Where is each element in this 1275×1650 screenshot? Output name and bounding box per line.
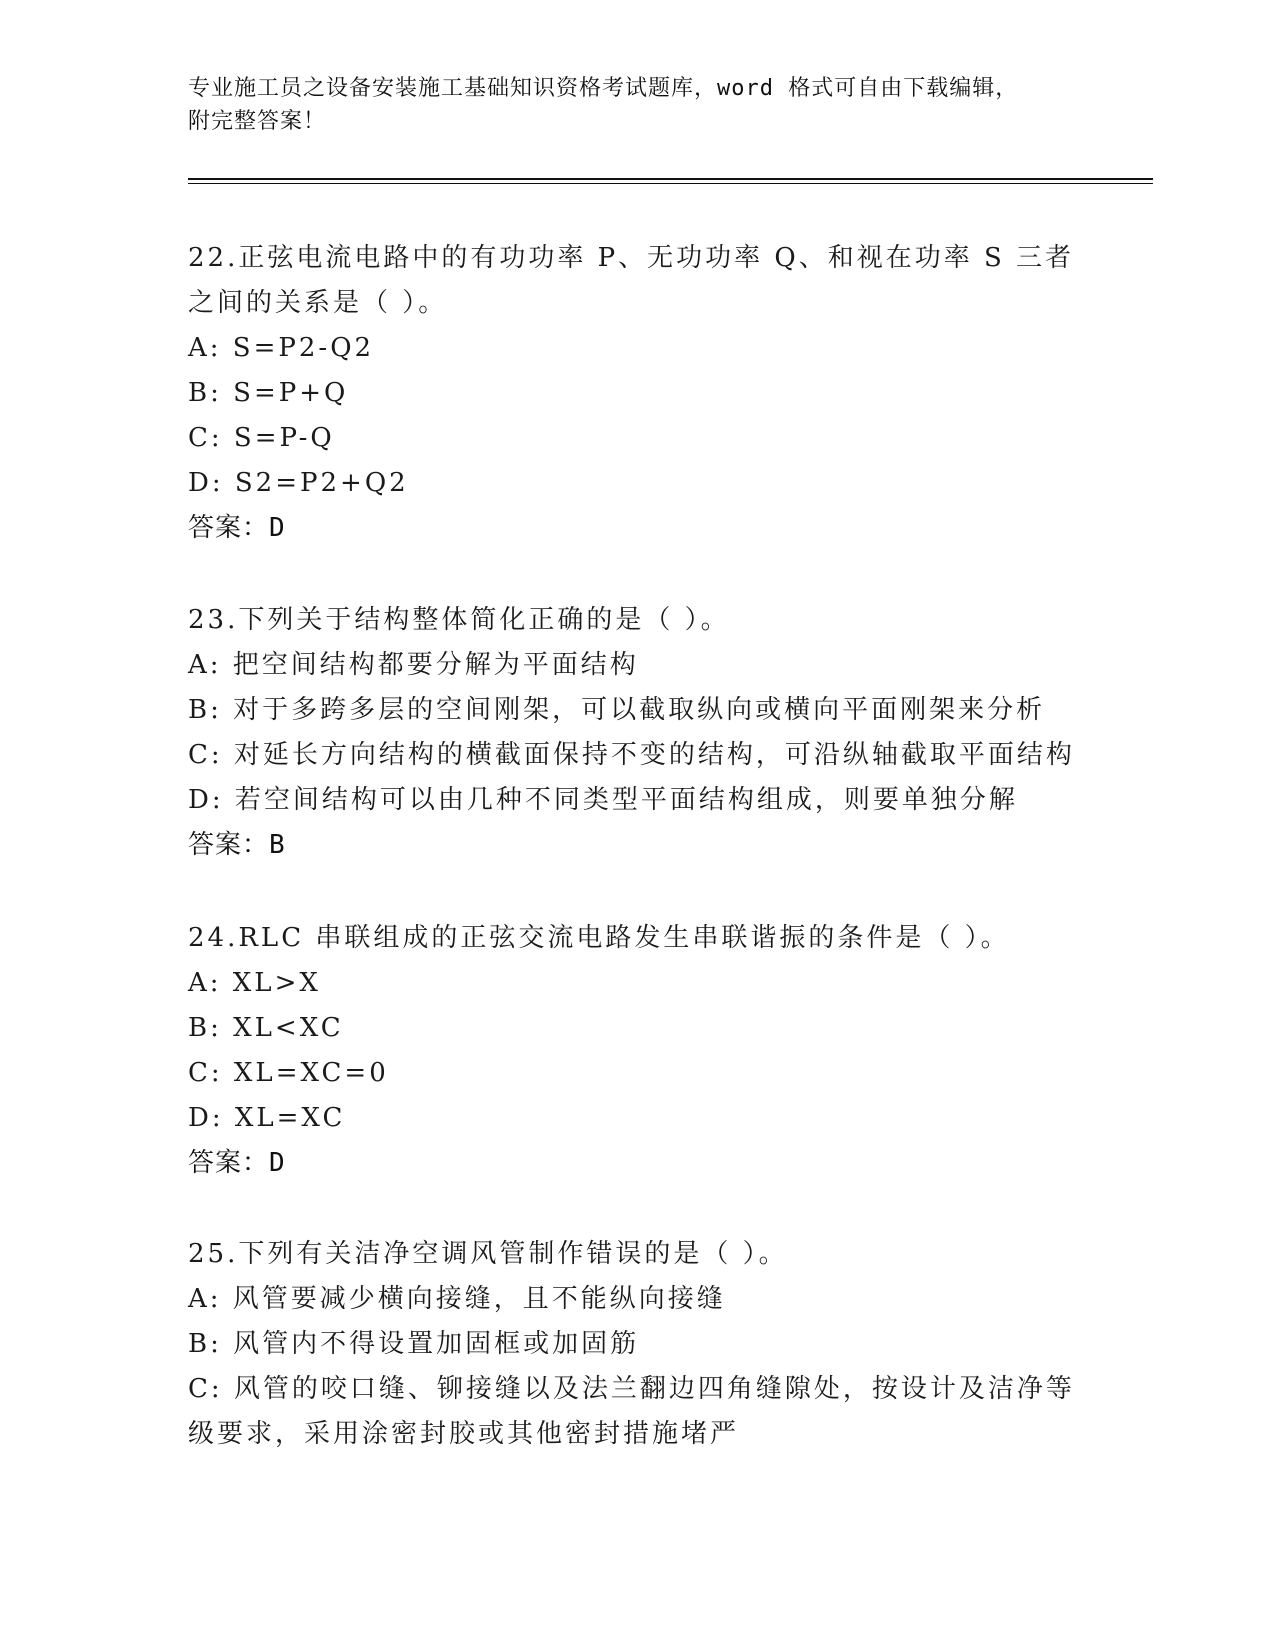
question-stem: 25.下列有关洁净空调风管制作错误的是（ ）。 [188,1239,788,1269]
question-24 [188,916,1088,1186]
option-c: C: XL=XC=0 [188,1058,389,1088]
question-23 [188,598,1088,868]
header-divider-thick [188,178,1153,180]
option-d: D: S2=P2+Q2 [188,468,409,498]
option-c: C: 对延长方向结构的横截面保持不变的结构，可沿纵轴截取平面结构 [188,740,1075,770]
option-a: A: 风管要减少横向接缝，且不能纵向接缝 [188,1284,726,1314]
option-b: B: XL<XC [188,1013,344,1043]
header-line-2: 附完整答案！ [188,109,327,134]
option-b: B: 对于多跨多层的空间刚架，可以截取纵向或横向平面刚架来分析 [188,695,1046,725]
document-header [188,72,1068,138]
option-d: D: XL=XC [188,1103,346,1133]
answer-line: 答案：D [188,1148,286,1178]
answer-line: 答案：D [188,513,286,543]
answer-line: 答案：B [188,830,286,860]
option-b: B: S=P+Q [188,378,349,408]
option-a: A: XL>X [188,968,321,998]
option-d: D: 若空间结构可以由几种不同类型平面结构组成，则要单独分解 [188,785,1018,815]
question-stem: 23.下列关于结构整体简化正确的是（ ）。 [188,605,730,635]
option-b: B: 风管内不得设置加固框或加固筋 [188,1329,640,1359]
question-stem: 22.正弦电流电路中的有功功率 P、无功功率 Q、和视在功率 S 三者之间的关系是（ ）。 [188,243,1075,318]
option-c: C: S=P-Q [188,423,335,453]
option-a: A: 把空间结构都要分解为平面结构 [188,650,639,680]
question-22 [188,236,1088,551]
header-line-1: 专业施工员之设备安装施工基础知识资格考试题库，word 格式可自由下载编辑， [188,76,1019,101]
option-a: A: S=P2-Q2 [188,333,375,363]
option-c: C: 风管的咬口缝、铆接缝以及法兰翻边四角缝隙处，按设计及洁净等级要求，采用涂密封胶或其他密封措施堵严 [188,1374,1075,1449]
header-divider-thin [188,183,1153,184]
question-25 [188,1232,1088,1457]
question-stem: 24.RLC 串联组成的正弦交流电路发生串联谐振的条件是（ ）。 [188,923,1010,953]
